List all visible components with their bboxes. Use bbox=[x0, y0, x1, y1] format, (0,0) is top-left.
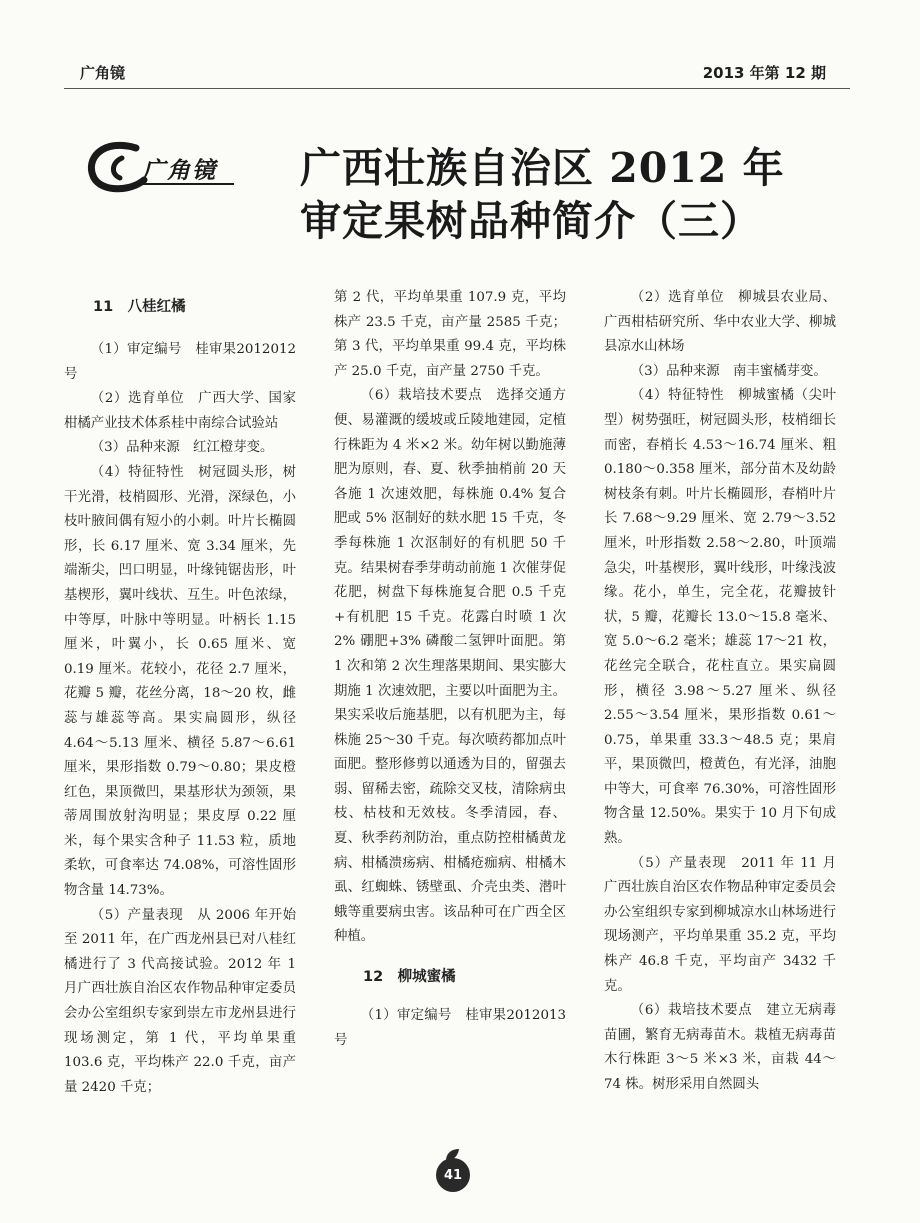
title-line-1: 广西壮族自治区 2012 年 bbox=[300, 144, 785, 192]
column-logo bbox=[84, 138, 244, 194]
section-11-para-1: （1）审定编号 桂审果2012012号 bbox=[64, 342, 296, 382]
section-12-para-4: （4）特征特性 柳城蜜橘（尖叶型）树势强旺，树冠圆头形，枝梢细长而密，春梢长 4.53～16.74 厘米、粗 0.180～0.358 厘米，部分苗木及幼龄树枝条有刺。叶片长椭圆形，春梢叶片长 7.68～9.29 厘米、宽 2.79～3.52 厘米，叶形指数 2.58～2.80，叶顶端急尖，叶基楔形，翼叶线形，叶缘浅波缘。花小，单生，完全花，花瓣披针状，5 瓣，花瓣长 13.0～15.8 毫米、宽 5.0～6.2 毫米；雄蕊 17～21 枚，花丝完全联合，花柱直立。果实扁圆形，横径 3.98～5.27 厘米、纵径 2.55～3.54 厘米，果形指数 0.61～0.75，单果重 33.3～48.5 克；果肩平，果顶微凹，橙黄色，有光泽，油胞中等大，可食率 76.30%，可溶性固形物含量 12.50%。果实于 10 月下旬成熟。 bbox=[604, 388, 836, 847]
section-12-para-5: （5）产量表现 2011 年 11 月广西壮族自治区农作物品种审定委员会办公室组织专家到柳城凉水山林场进行现场测产，平均单果重 35.2 克，平均株产 46.8 千克，平均亩产 3432 千克。 bbox=[604, 855, 836, 994]
section-11-para-3: （3）品种来源 红江橙芽变。 bbox=[90, 440, 274, 456]
column-3 bbox=[604, 286, 836, 1098]
section-11-para-2: （2）选育单位 广西大学、国家柑橘产业技术体系桂中南综合试验站 bbox=[64, 391, 296, 431]
title-line-2: 审定果树品种简介（三） bbox=[300, 197, 762, 245]
section-12-para-3: （3）品种来源 南丰蜜橘芽变。 bbox=[630, 363, 827, 379]
column-2 bbox=[334, 286, 566, 1053]
header-section-name: 广角镜 bbox=[80, 64, 126, 82]
page-number: 41 bbox=[436, 1158, 470, 1192]
logo-text: 广角镜 bbox=[142, 158, 217, 184]
section-11-para-4: （4）特征特性 树冠圆头形，树干光滑，枝梢圆形、光滑，深绿色，小枝叶腋间偶有短小的小刺。叶片长椭圆形，长 6.17 厘米、宽 3.34 厘米，先端渐尖，凹口明显，叶缘钝锯齿形，叶基楔形，翼叶线状、互生。叶色浓绿，中等厚，叶脉中等明显。叶柄长 1.15 厘米，叶翼小，长 0.65 厘米、宽 0.19 厘米。花较小，花径 2.7 厘米，花瓣 5 瓣，花丝分离，18～20 枚，雌蕊与雄蕊等高。果实扁圆形，纵径 4.64～5.13 厘米、横径 5.87～6.61 厘米，果形指数 0.79～0.80；果皮橙红色，果顶微凹，果基形状为颈领，果蒂周围放射沟明显；果皮厚 0.22 厘米，每个果实含种子 11.53 粒，质地柔软，可食率达 74.08%，可溶性固形物含量 14.73%。 bbox=[64, 464, 296, 899]
column-1 bbox=[64, 294, 296, 1100]
article-title bbox=[300, 142, 840, 248]
header-rule bbox=[64, 88, 850, 89]
section-12-para-1: （1）审定编号 桂审果2012013号 bbox=[334, 1008, 566, 1048]
section-11-para-5: （5）产量表现 从 2006 年开始至 2011 年，在广西龙州县已对八桂红橘进行了 3 代高接试验。2012 年 1 月广西壮族自治区农作物品种审定委员会办公室组织专家到崇左市龙州县进行现场测定，第 1 代，平均单果重 103.6 克，平均株产 22.0 千克，亩产量 2420 千克； bbox=[64, 907, 296, 1095]
section-11-heading: 11 八桂红橘 bbox=[93, 299, 186, 315]
section-11-para-5-continued: 第 2 代，平均单果重 107.9 克，平均株产 23.5 千克，亩产量 2585 千克；第 3 代，平均单果重 99.4 克，平均株产 25.0 千克，亩产量 2750 千克。 bbox=[334, 290, 566, 379]
section-12-para-2: （2）选育单位 柳城县农业局、广西柑桔研究所、华中农业大学、柳城县凉水山林场 bbox=[604, 290, 836, 355]
section-11-para-6: （6）栽培技术要点 选择交通方便、易灌溉的缓坡或丘陵地建园，定植行株距为 4 米×2 米。幼年树以勤施薄肥为原则，春、夏、秋季抽梢前 20 天各施 1 次速效肥，每株施 0.4% 复合肥或 5% 沤制好的麸水肥 15 千克，冬季每株施 1 次沤制好的有机肥 50 千克。结果树春季芽萌动前施 1 次催芽促花肥，树盘下每株施复合肥 0.5 千克+有机肥 15 千克。花露白时喷 1 次 2% 硼肥+3% 磷酸二氢钾叶面肥。第 1 次和第 2 次生理落果期间、果实膨大期施 1 次速效肥，主要以叶面肥为主。果实采收后施基肥，以有机肥为主，每株施 25～30 千克。每次喷药都加点叶面肥。整形修剪以通透为目的，留强去弱、留稀去密，疏除交叉枝，清除病虫枝、枯枝和无效枝。冬季清园，春、夏、秋季药剂防治，重点防控柑橘黄龙病、柑橘溃疡病、柑橘疮痂病、柑橘木虱、红蜘蛛、锈壁虱、介壳虫类、潜叶蛾等重要病虫害。该品种可在广西全区种植。 bbox=[334, 388, 566, 945]
section-12-heading: 12 柳城蜜橘 bbox=[363, 969, 456, 986]
header-issue: 2013 年第 12 期 bbox=[702, 64, 826, 82]
section-12-para-6: （6）栽培技术要点 建立无病毒苗圃，繁育无病毒苗木。栽植无病毒苗木行株距 3～5 米×3 米，亩栽 44～74 株。树形采用自然圆头 bbox=[604, 1003, 836, 1092]
